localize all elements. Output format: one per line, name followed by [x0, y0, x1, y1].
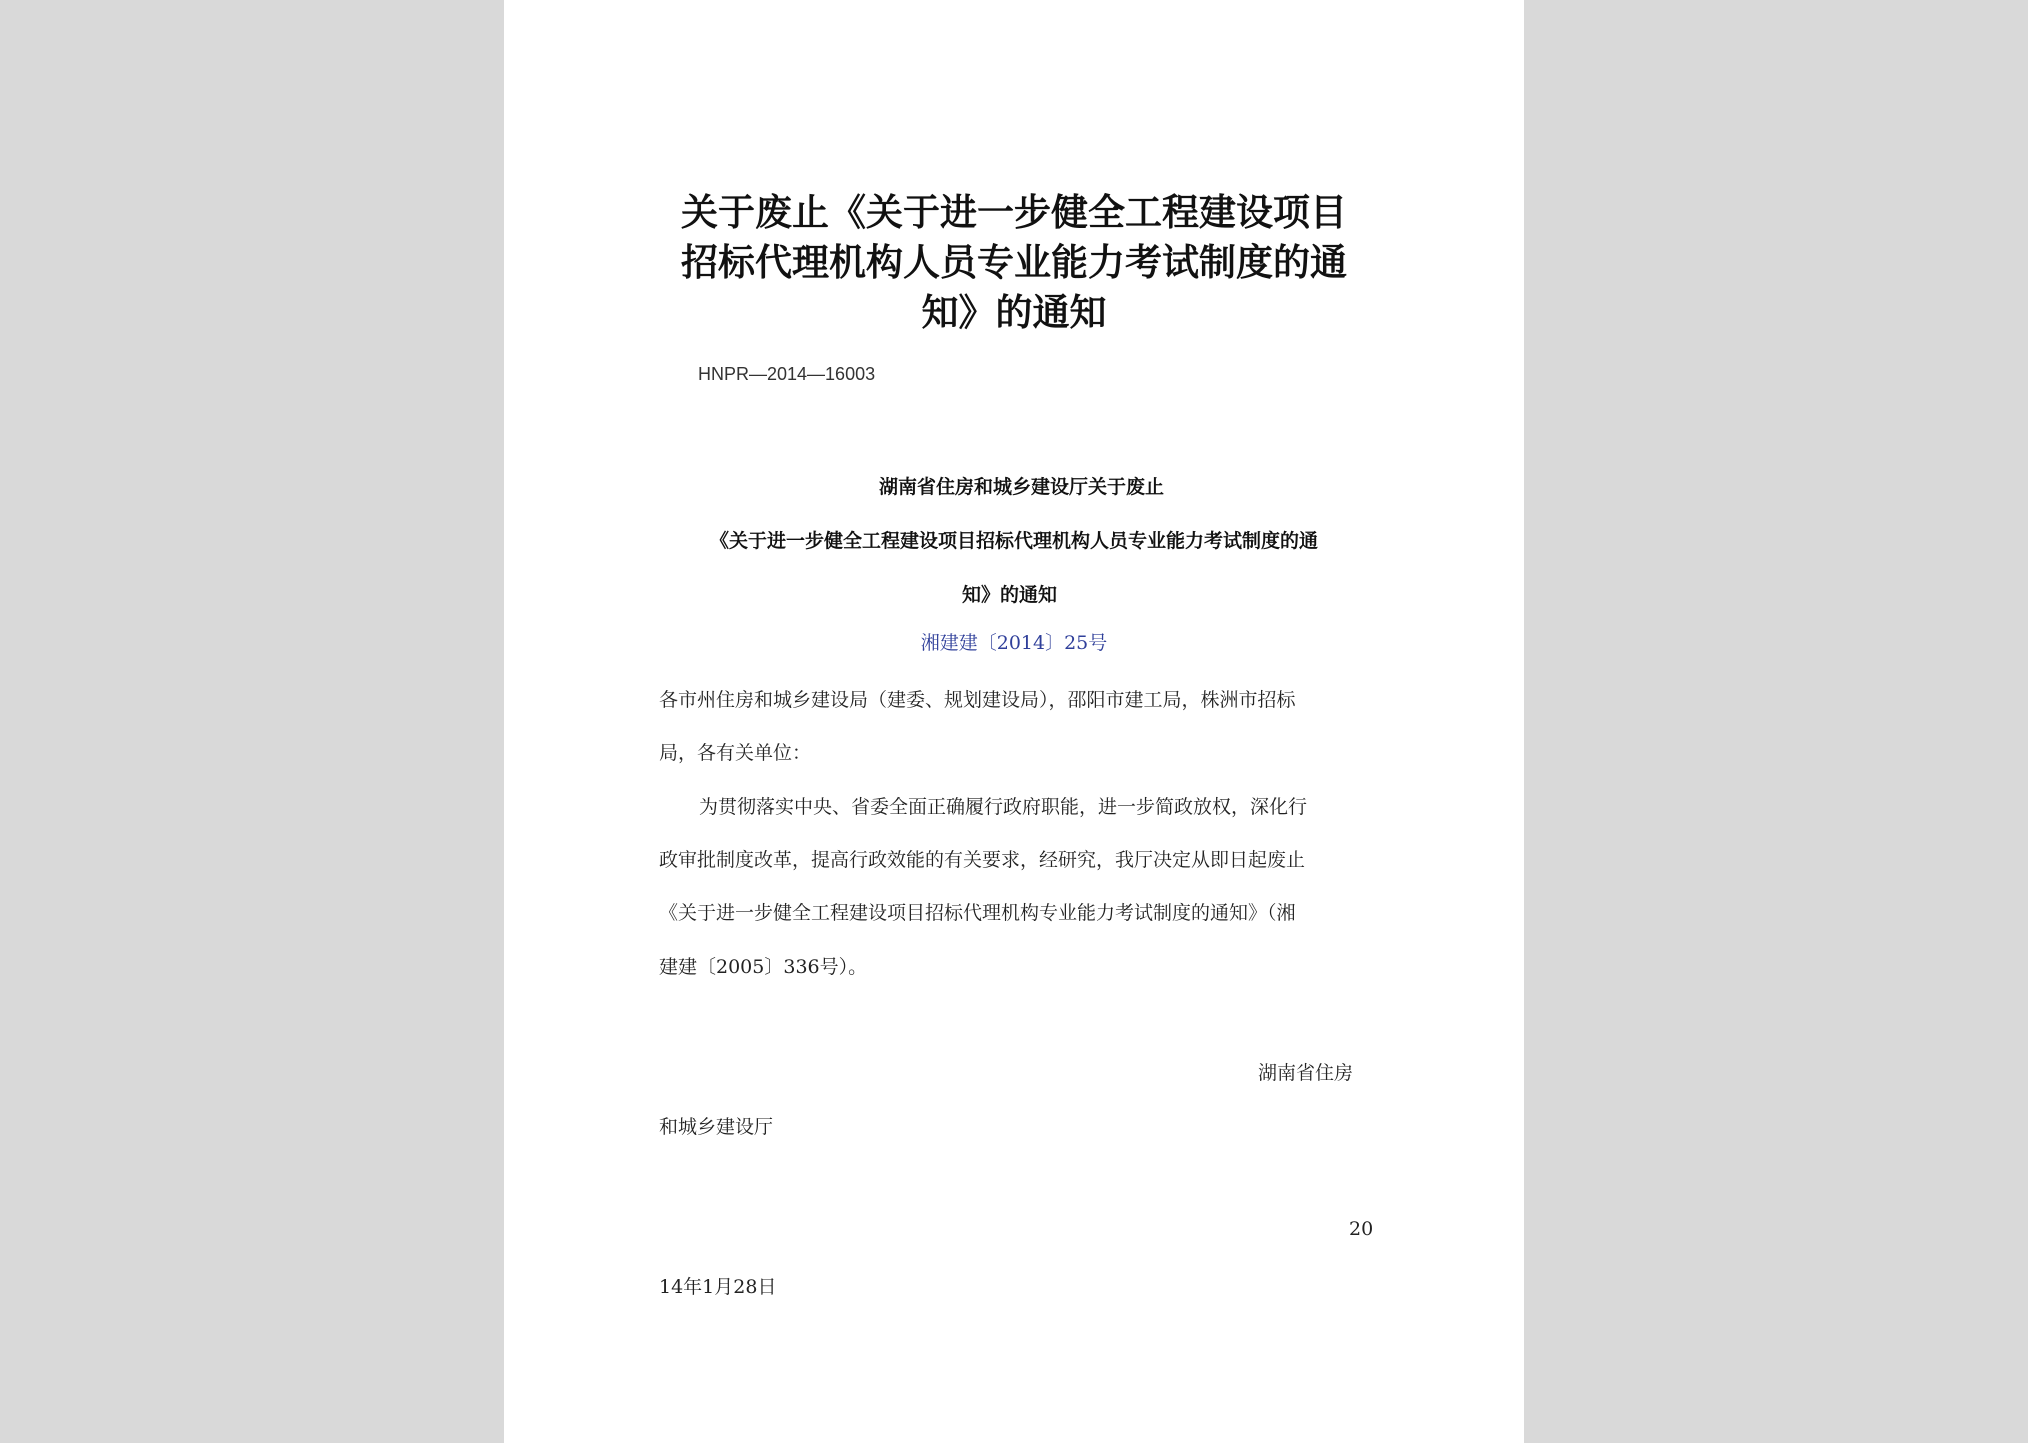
document-code: HNPR—2014—16003 [698, 364, 876, 384]
document-title-line-1: 关于废止《关于进一步健全工程建设项目 [681, 191, 1347, 234]
date-line-2: 14年1月28日 [659, 1276, 777, 1298]
body-line-2: 政审批制度改革，提高行政效能的有关要求，经研究，我厅决定从即日起废止 [659, 849, 1306, 871]
document-page [504, 0, 1524, 1443]
notice-heading-line-1: 湖南省住房和城乡建设厅关于废止 [879, 476, 1165, 498]
document-title-line-3: 知》的通知 [921, 291, 1107, 334]
body-line-3: 《关于进一步健全工程建设项目招标代理机构专业能力考试制度的通知》（湘 [659, 902, 1296, 924]
document-title [504, 188, 1524, 338]
notice-heading-line-2: 《关于进一步健全工程建设项目招标代理机构人员专业能力考试制度的通 [710, 530, 1319, 552]
document-title-line-2: 招标代理机构人员专业能力考试制度的通 [681, 241, 1347, 284]
date-line-1: 20 [1349, 1218, 1374, 1240]
signature-line-2: 和城乡建设厅 [659, 1116, 774, 1138]
body-line-4: 建建〔2005〕336号）。 [659, 956, 868, 978]
notice-heading-line-3: 知》的通知 [962, 584, 1058, 606]
body-line-1: 为贯彻落实中央、省委全面正确履行政府职能，进一步简政放权，深化行 [699, 796, 1308, 818]
signature-line-1: 湖南省住房 [1258, 1062, 1354, 1084]
addressee-line-2: 局，各有关单位： [659, 742, 812, 764]
addressee-line-1: 各市州住房和城乡建设局（建委、规划建设局），邵阳市建工局，株洲市招标 [659, 689, 1296, 711]
document-number: 湘建建〔2014〕25号 [920, 632, 1108, 654]
